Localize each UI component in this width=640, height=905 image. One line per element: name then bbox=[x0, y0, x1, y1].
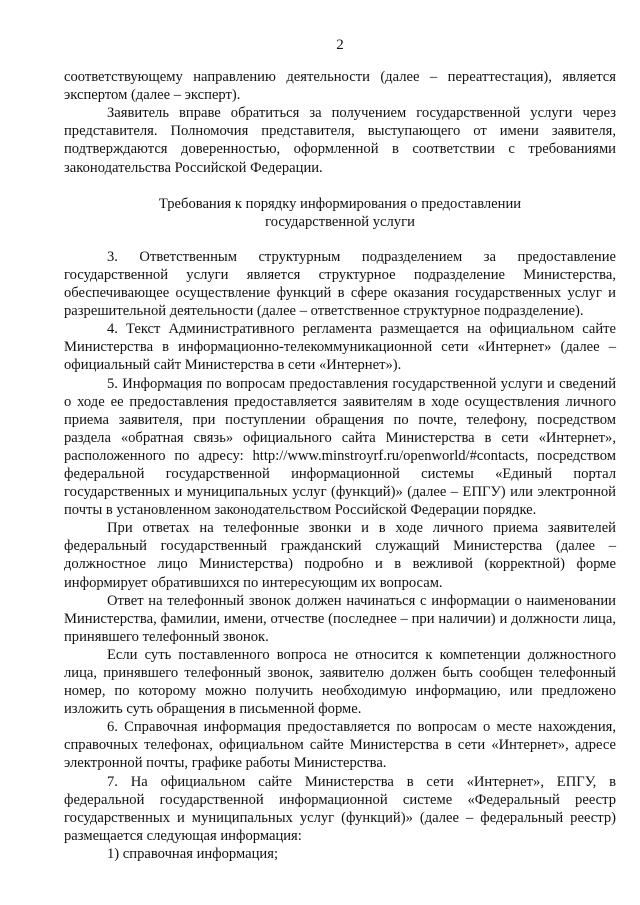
page-number: 2 bbox=[336, 37, 344, 53]
paragraph-item-5: 5. Информация по вопросам предоставления государственной услуги и сведений о ходе ее предоставления предоставляется заявителям в ходе осуществления личного приема заявителя, при поступлении обращения по почте, телефону, посредством раздела «обратная связь» официального сайта Министерства в сети «Интернет», расположенного по адресу: http://www.minstroyrf.ru/openworld/#contacts, посредством федеральной государственной информационной системы «Единый портал государственных и муниципальных услуг (функций)» (далее – ЕПГУ) или электронной почты в установленном законодательством Российской Федерации порядке. bbox=[64, 375, 616, 519]
section-heading-line-2: государственной услуги bbox=[265, 213, 415, 230]
document-page bbox=[64, 36, 616, 863]
paragraph-competence: Если суть поставленного вопроса не относится к компетенции должностного лица, принявшего телефонный звонок, заявителю должен быть сообщен телефонный номер, по которому можно получить необходимую информацию, или предложено изложить суть обращения в письменной форме. bbox=[64, 646, 616, 718]
section-heading-line-1: Требования к порядку информирования о предоставлении bbox=[158, 195, 522, 212]
paragraph-item-3: 3. Ответственным структурным подразделением за предоставление государственной услуги является структурное подразделение Министерства, обеспечивающее осуществление функций в сфере оказания государственных услуг и разрешительной деятельности (далее – ответственное структурное подразделение). bbox=[64, 248, 616, 320]
paragraph-representative: Заявитель вправе обратиться за получением государственной услуги через представителя. Полномочия представителя, выступающего от имени заявителя, подтверждаются доверенностью, оформленной в соответствии с требованиями законодательства Российской Федерации. bbox=[64, 105, 616, 176]
paragraph-expert-continuation: соответствующему направлению деятельности (далее – переаттестация), является экспертом (далее – эксперт). bbox=[64, 69, 616, 104]
paragraph-item-6: 6. Справочная информация предоставляется по вопросам о месте нахождения, справочных телефонах, официальном сайте Министерства в сети «Интернет», адресе электронной почты, графике работы Министерства. bbox=[64, 719, 616, 772]
paragraph-phone-greeting: Ответ на телефонный звонок должен начинаться с информации о наименовании Министерства, фамилии, имени, отчестве (последнее – при наличии) и должности лица, принявшего телефонный звонок. bbox=[64, 592, 616, 645]
section-heading bbox=[64, 195, 616, 231]
paragraph-phone-answers: При ответах на телефонные звонки и в ходе личного приема заявителей федеральный государственный гражданский служащий Министерства (далее – должностное лицо Министерства) подробно и в вежливой (корректной) форме информирует обратившихся по интересующим их вопросам. bbox=[64, 520, 616, 591]
paragraph-item-7: 7. На официальном сайте Министерства в сети «Интернет», ЕПГУ, в федеральной государственной информационной системе «Федеральный реестр государственных и муниципальных услуг (функций)» (далее – федеральный реестр) размещается следующая информация: bbox=[64, 773, 616, 844]
paragraph-item-4: 4. Текст Административного регламента размещается на официальном сайте Министерства в информационно-телекоммуникационной сети «Интернет» (далее – официальный сайт Министерства в сети «Интернет»). bbox=[64, 321, 616, 374]
paragraph-item-7-subitem-1: 1) справочная информация; bbox=[107, 845, 279, 862]
